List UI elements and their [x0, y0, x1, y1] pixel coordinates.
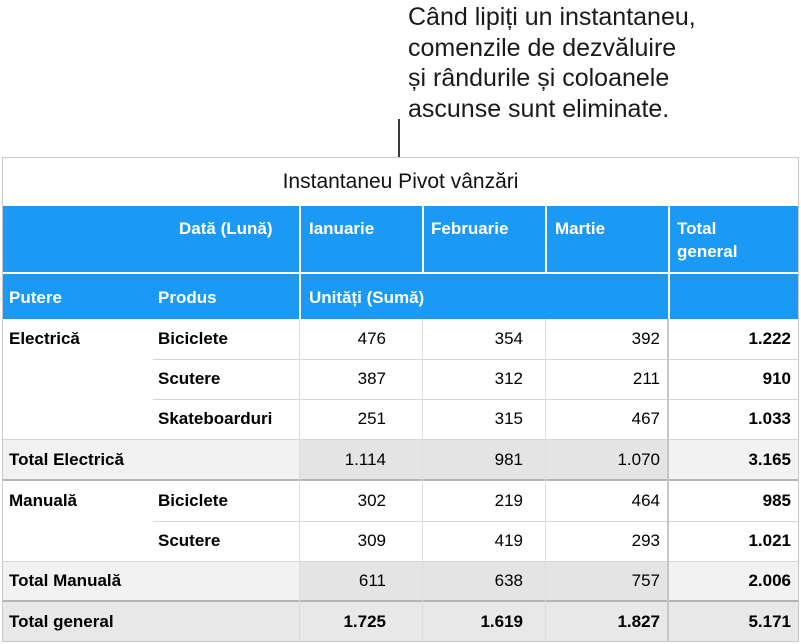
value-cell: 354 [494, 329, 523, 348]
row-total-cell: 3.165 [748, 450, 791, 469]
value-cell: 467 [631, 409, 660, 428]
table-row[interactable] [3, 319, 798, 359]
header-area [3, 206, 798, 319]
value-cell: 387 [357, 369, 386, 388]
produs-cell: Scutere [158, 531, 221, 550]
grand-total-value: 1.725 [343, 612, 386, 631]
column-divider [545, 319, 546, 641]
value-cell: 302 [357, 491, 386, 510]
table-row[interactable] [3, 399, 798, 439]
row-total-cell: 1.021 [748, 531, 791, 550]
header-divider [545, 206, 547, 272]
value-cell: 757 [631, 571, 660, 590]
produs-cell: Skateboarduri [158, 409, 273, 428]
value-cell: 293 [631, 531, 660, 550]
grand-total-value: 1.619 [480, 612, 523, 631]
value-cell: 392 [631, 329, 660, 348]
callout-text: Când lipiți un instantaneu, comenzile de dezvăluire și rândurile și coloanele ascunse sunt eliminate. [408, 3, 696, 123]
value-cell: 315 [494, 409, 523, 428]
header-divider [668, 206, 670, 319]
subtotal-label: Total Electrică [9, 450, 124, 469]
column-divider [422, 319, 423, 641]
grand-total-value: 1.827 [617, 612, 660, 631]
month-header-january[interactable]: Ianuarie [309, 219, 375, 238]
header-divider [299, 206, 301, 319]
value-cell: 211 [632, 369, 660, 388]
value-cell: 981 [494, 450, 523, 469]
produs-header[interactable]: Produs [158, 288, 217, 307]
value-cell: 638 [494, 571, 523, 590]
header-divider [3, 272, 798, 274]
grand-total-row[interactable] [3, 602, 798, 641]
putere-cell: Electrică [9, 329, 80, 348]
table-title: Instantaneu Pivot vânzări [282, 170, 519, 193]
value-cell: 1.114 [344, 450, 386, 469]
row-total-cell: 985 [762, 491, 791, 510]
putere-header[interactable]: Putere [9, 288, 62, 307]
row-total-cell: 910 [762, 369, 791, 388]
row-total-cell: 1.222 [748, 329, 791, 348]
value-cell: 476 [357, 329, 386, 348]
produs-cell: Biciclete [158, 329, 228, 348]
subtotal-row[interactable] [3, 440, 798, 480]
total-column-divider [667, 319, 669, 641]
produs-cell: Scutere [158, 369, 221, 388]
month-header-february[interactable]: Februarie [431, 219, 509, 238]
row-total-cell: 1.033 [748, 409, 791, 428]
column-divider [299, 319, 300, 641]
date-month-header[interactable]: Dată (Lună) [179, 219, 273, 238]
value-cell: 219 [494, 491, 523, 510]
grand-total-header[interactable]: Total general [677, 219, 738, 261]
table-row[interactable] [3, 481, 798, 521]
value-cell: 309 [357, 531, 386, 550]
produs-cell: Biciclete [158, 491, 228, 510]
grand-total-value: 5.171 [748, 612, 791, 631]
row-total-cell: 2.006 [748, 571, 791, 590]
table-row[interactable] [3, 359, 798, 399]
value-cell: 419 [494, 531, 523, 550]
value-cell: 1.070 [617, 450, 660, 469]
grand-total-label: Total general [9, 612, 114, 631]
pivot-table[interactable] [2, 157, 799, 642]
values-header[interactable]: Unități (Sumă) [309, 288, 425, 307]
callout-leader-line [398, 119, 400, 157]
header-divider [422, 206, 424, 272]
value-cell: 312 [494, 369, 523, 388]
putere-cell: Manuală [9, 491, 78, 510]
subtotal-label: Total Manuală [9, 571, 122, 590]
value-cell: 611 [358, 571, 386, 590]
table-row[interactable] [3, 521, 798, 561]
month-header-march[interactable]: Martie [555, 219, 606, 238]
value-cell: 464 [631, 491, 660, 510]
value-cell: 251 [357, 409, 386, 428]
subtotal-row[interactable] [3, 562, 798, 600]
